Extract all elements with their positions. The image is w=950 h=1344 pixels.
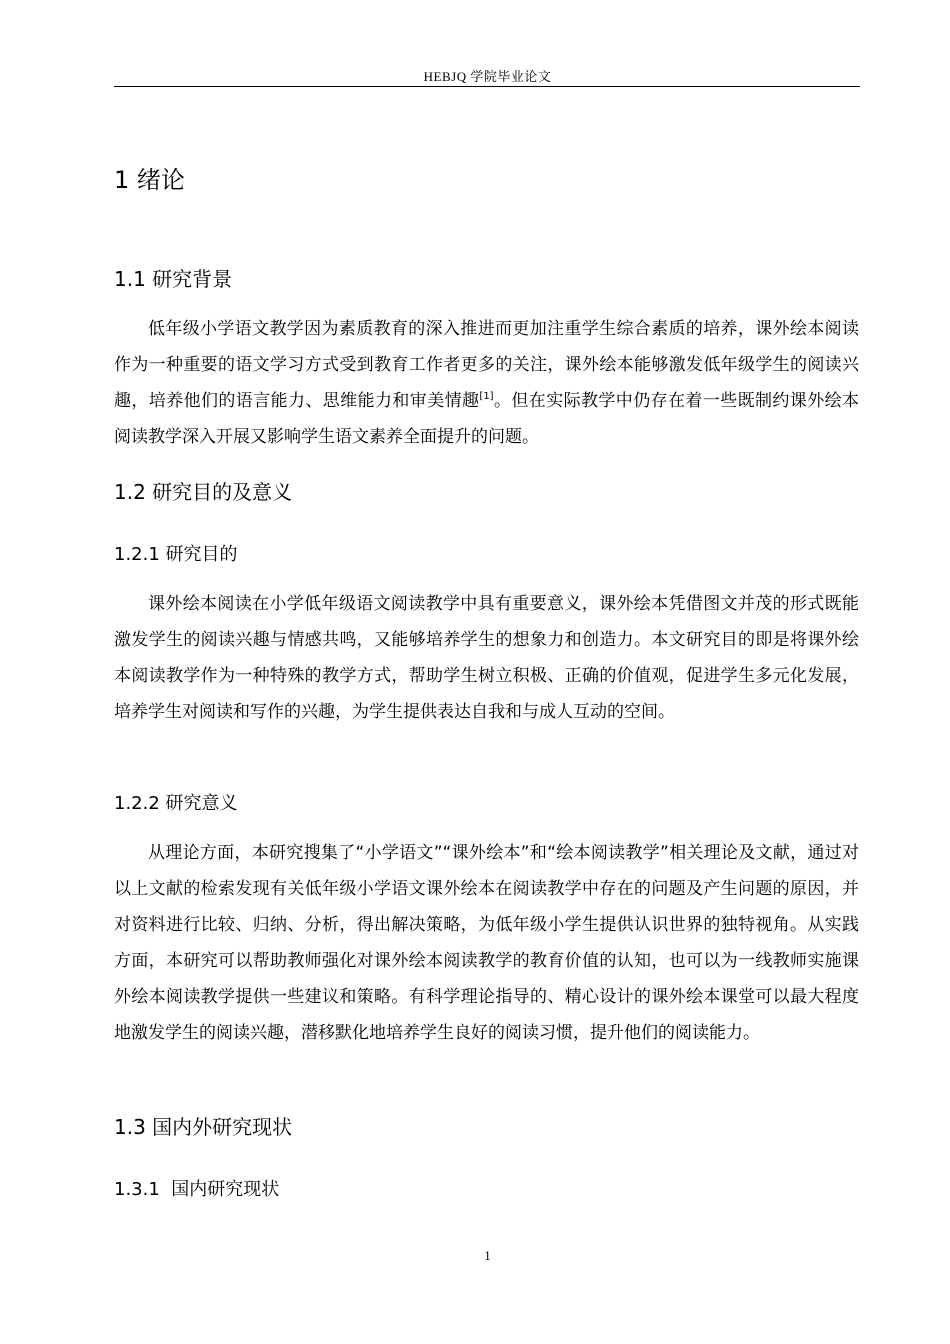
subsection-title-1-3-1: 1.3.1 国内研究现状 (114, 1179, 280, 1200)
header-divider (114, 86, 860, 87)
paragraph-text: 低年级小学语文教学因为素质教育的深入推进而更加注重学生综合素质的培养，课外绘本阅读作为一种重要的语文学习方式受到教育工作者更多的关注，课外绘本能够激发低年级学生的阅读兴趣，培养他们的语言能力、思维能力和审美情趣 (114, 319, 859, 411)
subsection-1-2-1-paragraph: 课外绘本阅读在小学低年级语文阅读教学中具有重要意义，课外绘本凭借图文并茂的形式既能激发学生的阅读兴趣与情感共鸣，又能够培养学生的想象力和创造力。本文研究目的即是将课外绘本阅读教学作为一种特殊的教学方式，帮助学生树立积极、正确的价值观，促进学生多元化发展，培养学生对阅读和写作的兴趣，为学生提供表达自我和与成人互动的空间。 (114, 594, 859, 722)
chapter-title: 1 绪论 (114, 166, 185, 194)
page-number: 1 (484, 1248, 491, 1263)
section-title-1-3: 1.3 国内外研究现状 (114, 1115, 293, 1139)
section-1-1-paragraph (114, 311, 859, 455)
running-header: HEBJQ 学院毕业论文 (423, 69, 552, 84)
citation-reference: [1] (479, 391, 494, 402)
subsection-title-1-2-1: 1.2.1 研究目的 (114, 544, 238, 565)
subsection-1-2-2-paragraph: 从理论方面，本研究搜集了“小学语文”“课外绘本”和“绘本阅读教学”相关理论及文献，通过对以上文献的检索发现有关低年级小学语文课外绘本在阅读教学中存在的问题及产生问题的原因，并对资料进行比较、归纳、分析，得出解决策略，为低年级小学生提供认识世界的独特视角。从实践方面，本研究可以帮助教师强化对课外绘本阅读教学的教育价值的认知，也可以为一线教师实施课外绘本阅读教学提供一些建议和策略。有科学理论指导的、精心设计的课外绘本课堂可以最大程度地激发学生的阅读兴趣，潜移默化地培养学生良好的阅读习惯，提升他们的阅读能力。 (114, 843, 859, 1043)
subsection-title-1-2-2: 1.2.2 研究意义 (114, 793, 238, 814)
section-title-1-2: 1.2 研究目的及意义 (114, 480, 293, 504)
paragraph-text: 。但在实际教学中仍存在着一些既制约课外绘本阅读教学深入开展又影响学生语文素养全面提升的问题。 (114, 391, 860, 447)
section-title-1-1: 1.1 研究背景 (114, 267, 233, 291)
